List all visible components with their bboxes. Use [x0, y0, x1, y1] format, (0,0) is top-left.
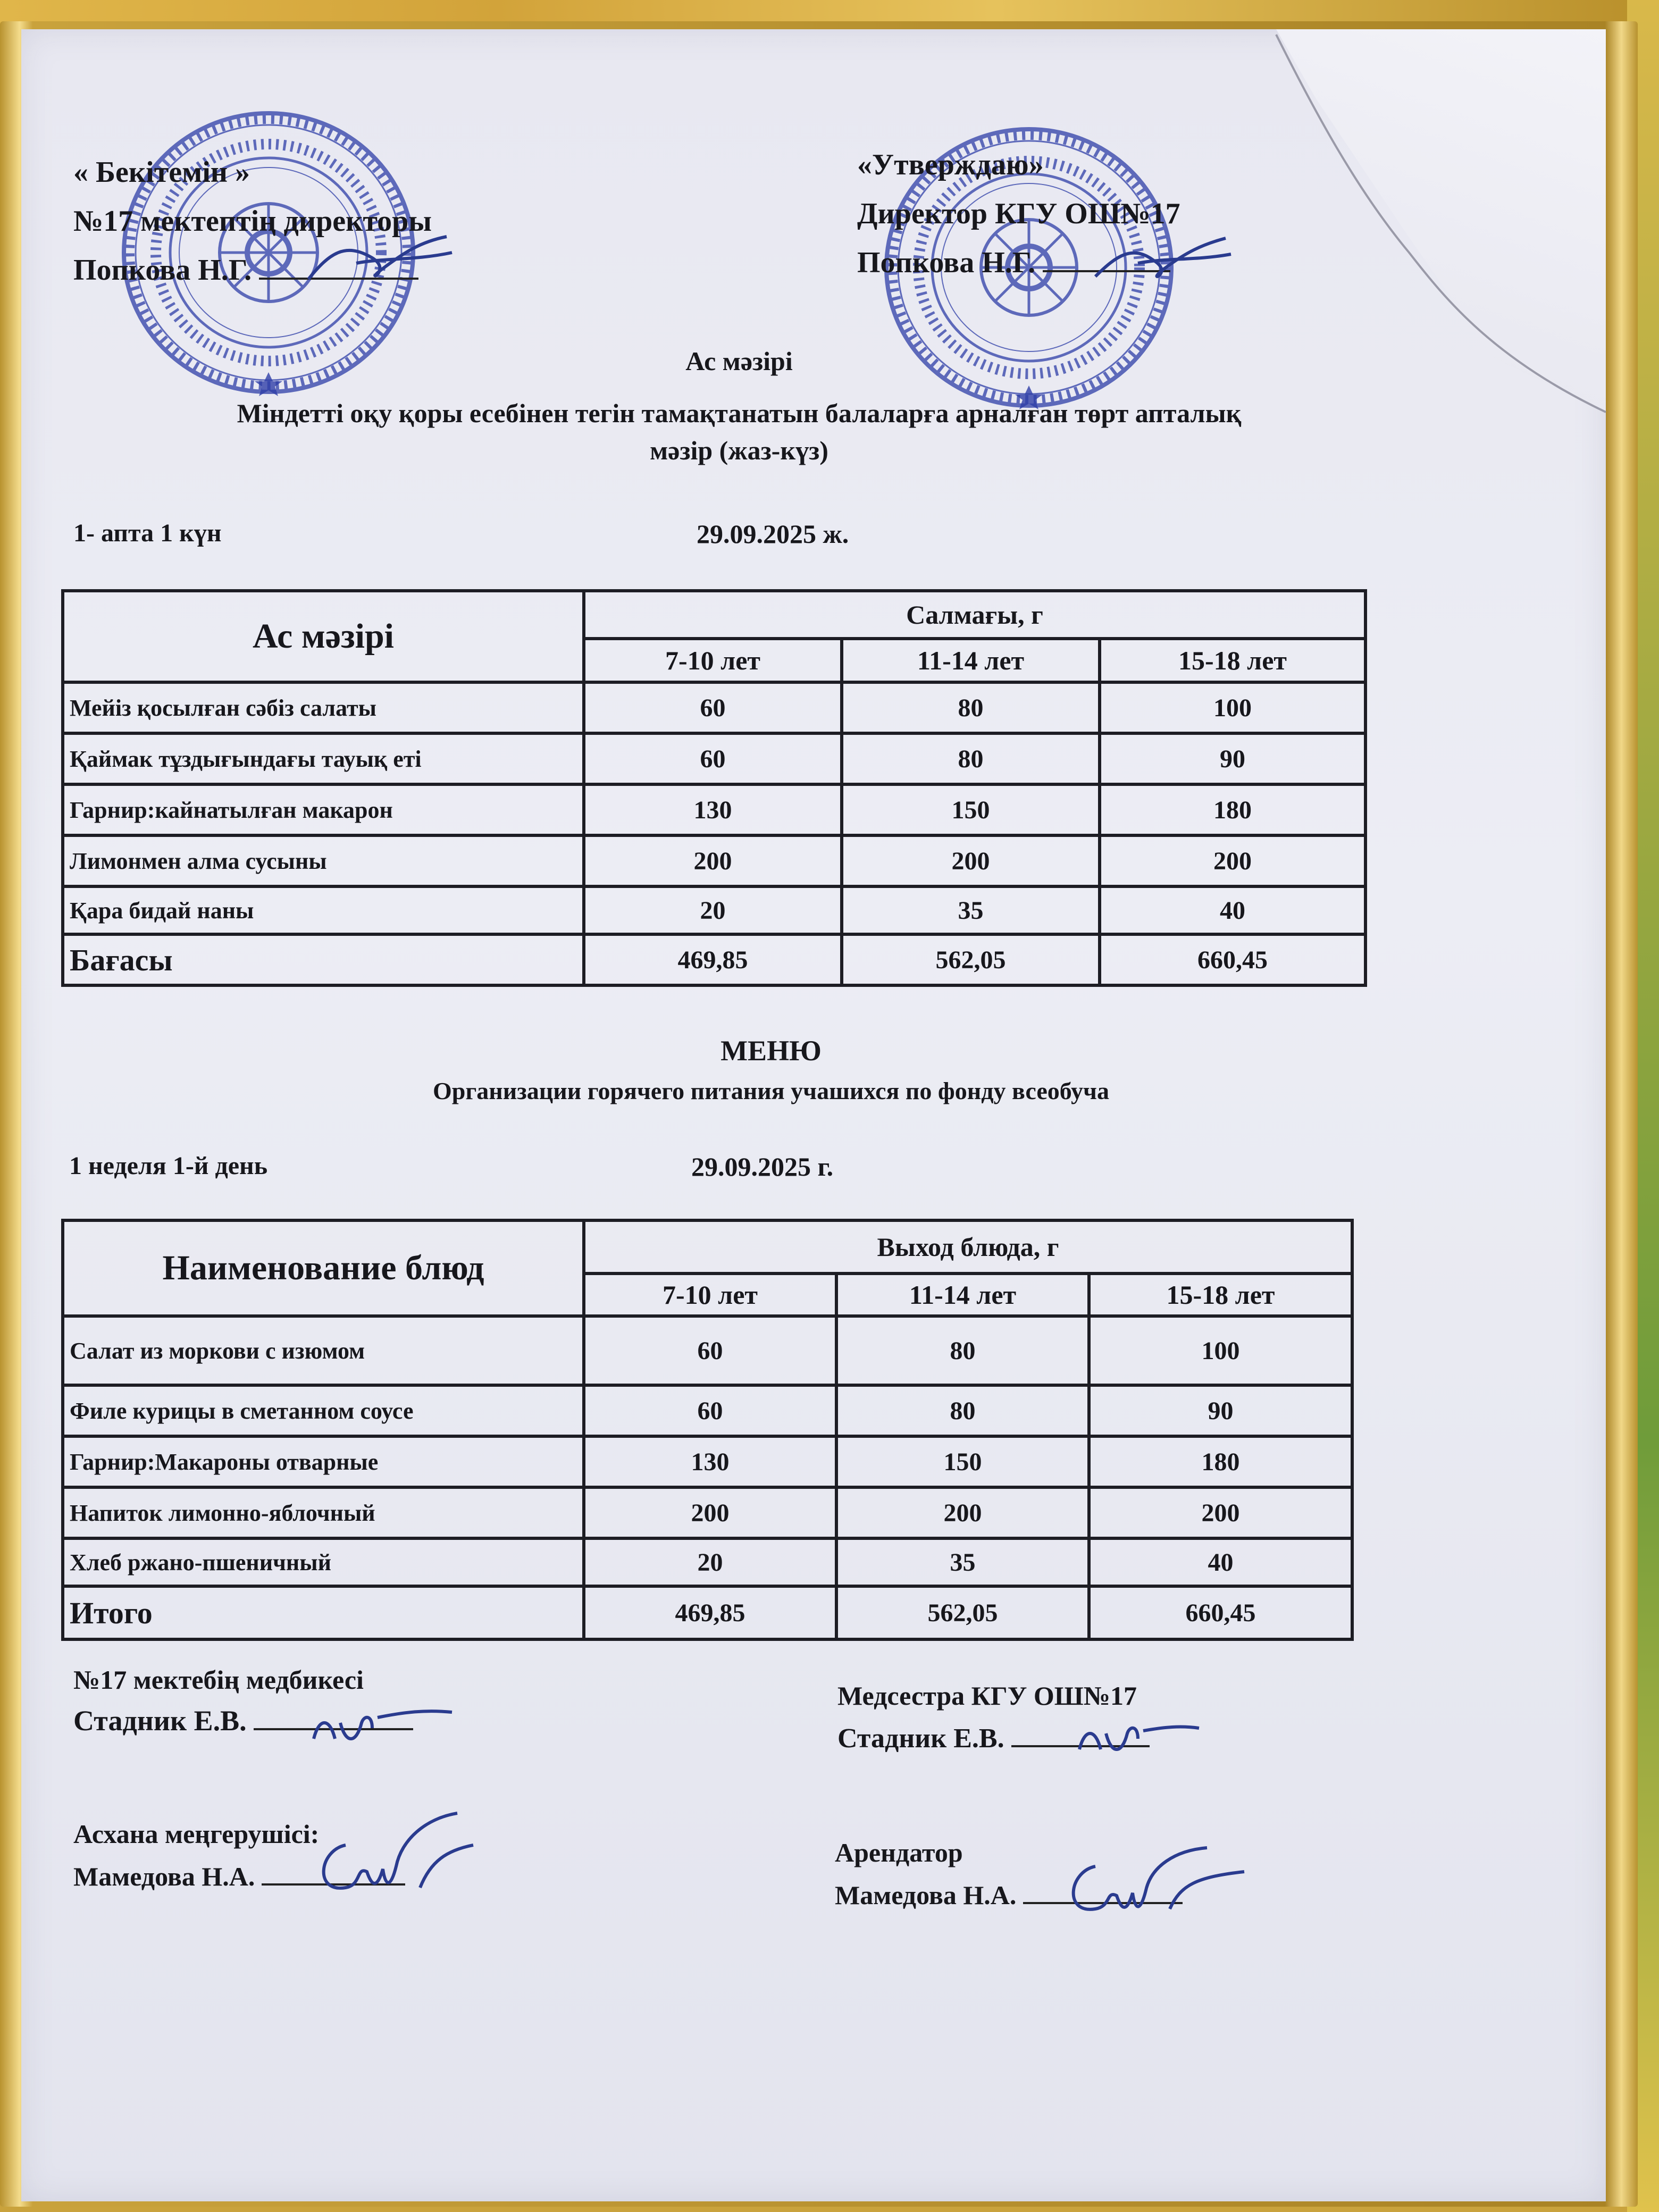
table-row: [63, 682, 1365, 733]
nurse-kz-title: №17 мектебің медбикесі: [73, 1665, 364, 1695]
total-value: 660,45: [1089, 1586, 1352, 1639]
cell-value: 180: [1100, 784, 1365, 835]
cell-value: 100: [1089, 1316, 1352, 1385]
cell-value: 200: [836, 1487, 1089, 1538]
cell-value: 60: [584, 733, 842, 784]
table-header-age: 11-14 лет: [836, 1273, 1089, 1316]
table-row: [63, 886, 1365, 934]
total-value: 469,85: [584, 934, 842, 985]
tenant-title: Арендатор: [835, 1838, 963, 1867]
kz-menu-subtitle-line2: мәзір (жаз-күз): [650, 435, 828, 465]
dish-name: Напиток лимонно-яблочный: [63, 1487, 584, 1538]
cell-value: 35: [842, 886, 1100, 934]
cell-value: 80: [836, 1385, 1089, 1436]
table-header-age: 15-18 лет: [1100, 639, 1365, 682]
cell-value: 80: [836, 1316, 1089, 1385]
table-row: [63, 1538, 1352, 1586]
cell-value: 130: [584, 784, 842, 835]
nurse-signature-left: [298, 1696, 457, 1755]
dish-name: Мейіз қосылған сәбіз салаты: [63, 682, 584, 733]
table-header-age: 11-14 лет: [842, 639, 1100, 682]
cell-value: 20: [584, 1538, 836, 1586]
cell-value: 60: [584, 1316, 836, 1385]
dish-name: Гарнир:Макароны отварные: [63, 1436, 584, 1487]
cell-value: 150: [836, 1436, 1089, 1487]
table-row: [63, 1316, 1352, 1385]
canteen-signature-left: [298, 1808, 500, 1914]
table-row: [63, 1487, 1352, 1538]
cell-value: 60: [584, 1385, 836, 1436]
cell-value: 200: [584, 1487, 836, 1538]
table-header-age: 15-18 лет: [1089, 1273, 1352, 1316]
total-label: Бағасы: [63, 934, 584, 985]
total-value: 562,05: [836, 1586, 1089, 1639]
total-label: Итого: [63, 1586, 584, 1639]
tenant-signature: [1053, 1840, 1255, 1930]
cell-value: 60: [584, 682, 842, 733]
cell-value: 200: [584, 835, 842, 886]
table-total-row: [63, 934, 1365, 985]
cell-value: 100: [1100, 682, 1365, 733]
nurse-signature-right: [1063, 1712, 1202, 1765]
dish-name: Қаймак тұздығындағы тауық еті: [63, 733, 584, 784]
table-header-age: 7-10 лет: [584, 1273, 836, 1316]
table-total-row: [63, 1586, 1352, 1639]
table-row: [63, 1436, 1352, 1487]
dish-name: Қара бидай наны: [63, 886, 584, 934]
table-header-dish: Ас мәзірі: [63, 591, 584, 682]
cell-value: 35: [836, 1538, 1089, 1586]
kz-menu-subtitle: Міндетті оқу қоры есебінен тегін тамақтанатын балаларға арналған төрт апталық: [237, 398, 1242, 428]
table-header-weight: Выход блюда, г: [584, 1220, 1352, 1273]
director-name-kz: Попкова Н.Г.: [73, 254, 252, 287]
kz-menu-table: [61, 589, 1367, 987]
ru-menu-title: МЕНЮ: [720, 1035, 822, 1067]
director-signature-right: [1085, 223, 1234, 298]
approve-label-ru: «Утверждаю»: [857, 148, 1044, 181]
kz-date: 29.09.2025 ж.: [697, 519, 849, 549]
cell-value: 130: [584, 1436, 836, 1487]
tenant-name: Мамедова Н.А.: [835, 1880, 1017, 1910]
total-value: 469,85: [584, 1586, 836, 1639]
cell-value: 20: [584, 886, 842, 934]
table-header-dish: Наименование блюд: [63, 1220, 584, 1316]
cell-value: 90: [1100, 733, 1365, 784]
dish-name: Гарнир:кайнатылған макарон: [63, 784, 584, 835]
ru-menu-subtitle: Организации горячего питания учашихся по фонду всеобуча: [433, 1077, 1109, 1104]
total-value: 660,45: [1100, 934, 1365, 985]
cell-value: 180: [1089, 1436, 1352, 1487]
cell-value: 40: [1089, 1538, 1352, 1586]
cell-value: 200: [842, 835, 1100, 886]
cell-value: 80: [842, 733, 1100, 784]
cell-value: 80: [842, 682, 1100, 733]
nurse-ru-name: Стадник Е.В.: [837, 1723, 1004, 1754]
dish-name: Хлеб ржано-пшеничный: [63, 1538, 584, 1586]
total-value: 562,05: [842, 934, 1100, 985]
canteen-kz-title: Асхана меңгерушісі:: [73, 1819, 320, 1849]
cell-value: 200: [1089, 1487, 1352, 1538]
kz-week-day: 1- апта 1 күн: [73, 519, 222, 547]
cell-value: 90: [1089, 1385, 1352, 1436]
table-row: [63, 1385, 1352, 1436]
table-row: [63, 733, 1365, 784]
cell-value: 40: [1100, 886, 1365, 934]
cell-value: 150: [842, 784, 1100, 835]
ru-menu-table: [61, 1219, 1354, 1641]
dish-name: Филе курицы в сметанном соусе: [63, 1385, 584, 1436]
director-name-ru: Попкова Н.Г.: [857, 246, 1036, 279]
cell-value: 200: [1100, 835, 1365, 886]
dish-name: Салат из моркови с изюмом: [63, 1316, 584, 1385]
table-header-weight: Салмағы, г: [584, 591, 1365, 639]
director-signature-left: [298, 221, 457, 300]
dish-name: Лимонмен алма сусыны: [63, 835, 584, 886]
table-row: [63, 835, 1365, 886]
director-title-kz: №17 мектептің директоры: [73, 205, 432, 238]
nurse-kz-name: Стадник Е.В.: [73, 1705, 247, 1737]
nurse-ru-title: Медсестра КГУ ОШ№17: [837, 1681, 1137, 1711]
director-title-ru: Директор КГУ ОШ№17: [857, 197, 1180, 230]
table-header-age: 7-10 лет: [584, 639, 842, 682]
approve-label-kz: « Бекітемін »: [73, 156, 250, 189]
canteen-kz-name: Мамедова Н.А.: [73, 1862, 255, 1891]
kz-menu-title: Ас мәзірі: [685, 346, 793, 376]
ru-date: 29.09.2025 г.: [691, 1152, 834, 1182]
table-row: [63, 784, 1365, 835]
ru-week-day: 1 неделя 1-й день: [69, 1152, 268, 1180]
